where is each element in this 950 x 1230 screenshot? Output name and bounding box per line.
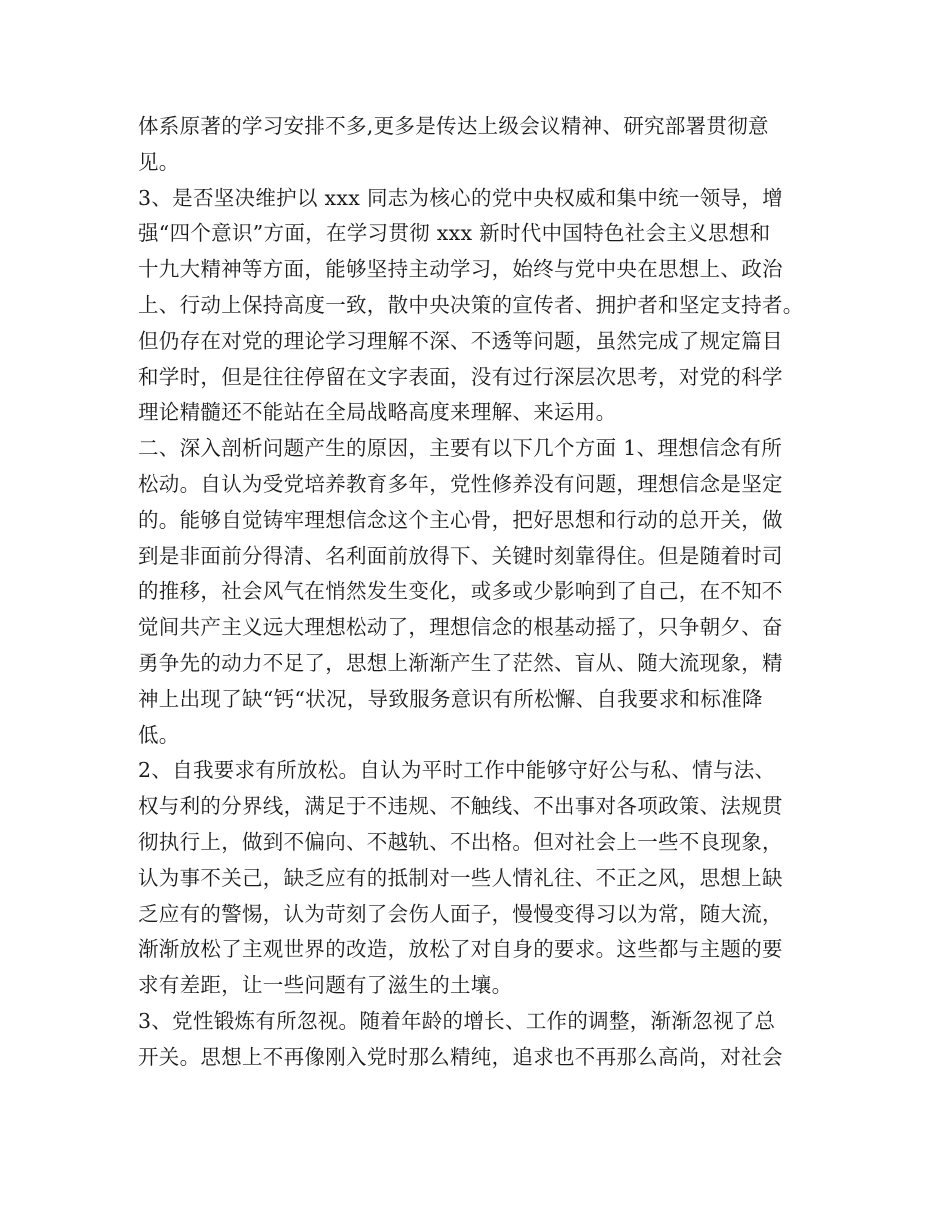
- text-line: 上、行动上保持高度一致，散中央决策的宣传者、拥护者和坚定支持者。: [138, 292, 804, 317]
- text-line: 3、党性锻炼有所忽视。随着年龄的增长、工作的调整，渐渐忽视了总: [138, 1008, 776, 1033]
- text-line: 权与利的分界线，满足于不违规、不触线、不出事对各项政策、法规贯: [138, 794, 783, 819]
- text-line: 和学时，但是往往停留在文字表面，没有过行深层次思考，对党的科学: [138, 364, 783, 389]
- text-line: 彻执行上，做到不偏向、不越轨、不出格。但对社会上一些不良现象，: [138, 829, 783, 854]
- text-line: 开关。思想上不再像刚入党时那么精纯，追求也不再那么高尚，对社会: [138, 1044, 783, 1069]
- text-line: 到是非面前分得清、名利面前放得下、关键时刻靠得住。但是随着时司: [138, 543, 783, 568]
- text-line: 觉间共产主义远大理想松动了，理想信念的根基动摇了，只争朝夕、奋: [138, 615, 783, 640]
- text-line: 乏应有的警惕，认为苛刻了会伤人面子，慢慢变得习以为常，随大流，: [138, 901, 783, 926]
- text-line: 但仍存在对党的理论学习理解不深、不透等问题，虽然完成了规定篇目: [138, 328, 783, 353]
- text-line: 的。能够自觉铸牢理想信念这个主心骨，把好思想和行动的总开关，做: [138, 507, 783, 532]
- text-line: 十九大精神等方面，能够坚持主动学习，始终与党中央在思想上、政治: [138, 257, 783, 282]
- text-line: 理论精髓还不能站在全局战略高度来理解、来运用。: [138, 400, 617, 425]
- text-line: 3、是否坚决维护以 xxx 同志为核心的党中央权威和集中统一领导，增: [138, 185, 783, 210]
- text-line: 体系原著的学习安排不多,更多是传达上级会议精神、研究部署贯彻意: [138, 114, 769, 138]
- text-line: 认为事不关己，缺乏应有的抵制对一些人情礼往、不正之风，思想上缺: [138, 865, 783, 890]
- document-body: [138, 109, 838, 1076]
- text-line: 2、自我要求有所放松。自认为平时工作中能够守好公与私、情与法、: [138, 758, 776, 783]
- text-line: 求有差距，让一些问题有了滋生的土壤。: [138, 973, 513, 998]
- text-line: 低。: [138, 722, 180, 747]
- text-line: 二、深入剖析问题产生的原因，主要有以下几个方面 1、理想信念有所: [138, 436, 783, 461]
- text-line: 强“四个意识”方面，在学习贯彻 xxx 新时代中国特色社会主义思想和: [138, 221, 771, 246]
- text-line: 神上出现了缺“钙“状况，导致服务意识有所松懈、自我要求和标准降: [138, 686, 763, 711]
- text-line: 渐渐放松了主观世界的改造，放松了对自身的要求。这些都与主题的要: [138, 937, 783, 962]
- text-line: 见。: [138, 149, 180, 174]
- text-line: 的推移，社会风气在悄然发生变化，或多或少影响到了自己，在不知不: [138, 579, 783, 604]
- text-line: 松动。自认为受党培养教育多年，党性修养没有问题，理想信念是坚定: [138, 471, 783, 496]
- text-line: 勇争先的动力不足了，思想上渐渐产生了茫然、盲从、随大流现象，精: [138, 650, 783, 675]
